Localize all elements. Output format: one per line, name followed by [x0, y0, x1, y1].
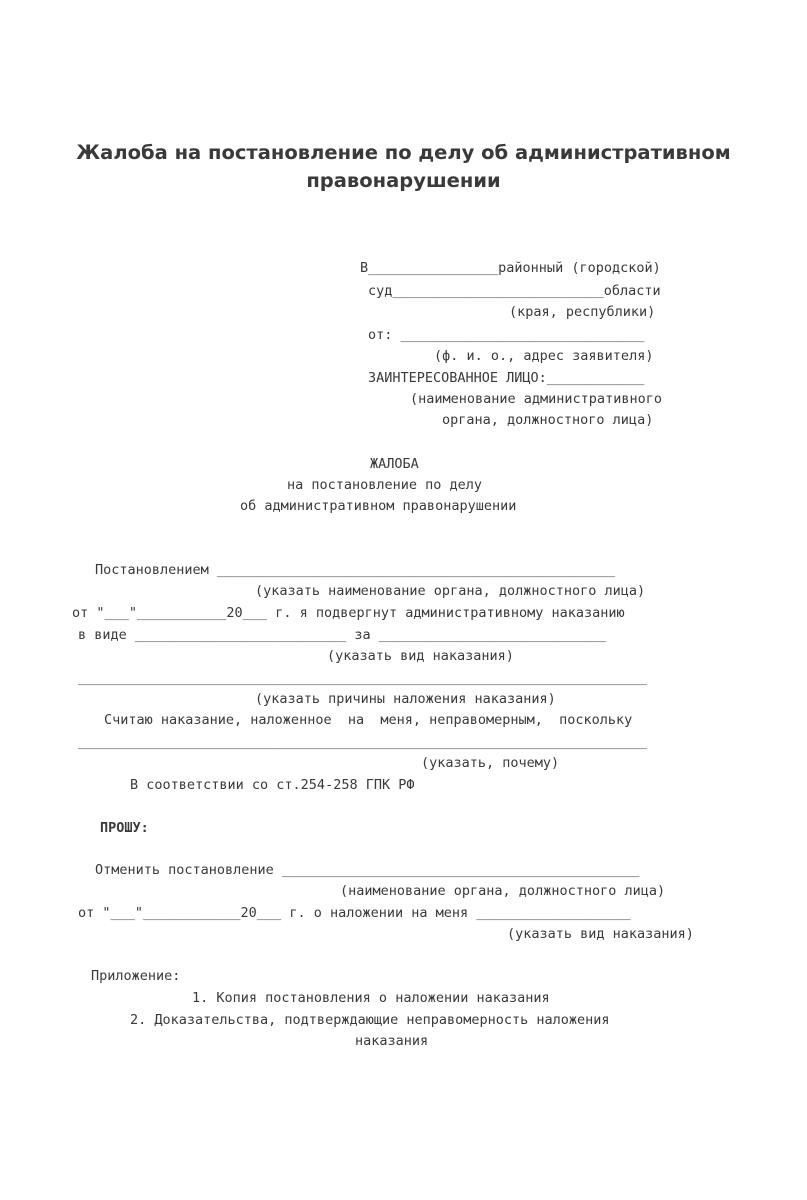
heading-line1: ЖАЛОБА — [370, 456, 419, 472]
request-line4: (указать вид наказания) — [507, 926, 694, 942]
body-line11: В соответствии со ст.254-258 ГПК РФ — [130, 777, 415, 793]
attachment-item-2: 2. Доказательства, подтверждающие неправомерность наложения — [130, 1012, 610, 1028]
request-label: ПРОШУ: — [100, 820, 149, 836]
body-line10: (указать, почему) — [421, 755, 560, 771]
document-title-line1: Жалоба на постановление по делу об административном — [76, 141, 731, 164]
addressee-from-hint: (ф. и. о., адрес заявителя) — [434, 348, 654, 364]
body-line7: (указать причины наложения наказания) — [255, 691, 556, 707]
addressee-from-line: от: ______________________________ — [368, 327, 645, 343]
body-line4: в виде __________________________ за ____________________________ — [78, 627, 607, 643]
addressee-region-hint: (края, республики) — [509, 304, 656, 320]
body-line1: Постановлением _________________________________________________ — [95, 562, 616, 578]
addressee-court-line: В________________районный (городской) — [360, 260, 661, 276]
request-line2: (наименование органа, должностного лица) — [340, 883, 666, 899]
attachment-item-1: 1. Копия постановления о наложении наказания — [192, 990, 550, 1006]
body-line3: от "___"___________20___ г. я подвергнут административному наказанию — [72, 605, 625, 621]
addressee-interested-line: ЗАИНТЕРЕСОВАННОЕ ЛИЦО:____________ — [368, 370, 645, 386]
request-line3: от "___"____________20___ г. о наложении на меня ___________________ — [78, 905, 631, 921]
document-title-line2: правонарушении — [306, 169, 501, 192]
body-line9: ______________________________________________________________________ — [78, 734, 647, 750]
attachments-label: Приложение: — [91, 968, 181, 984]
body-line6: ______________________________________________________________________ — [78, 670, 647, 686]
attachment-item-2-continued: наказания — [355, 1033, 429, 1049]
body-line8: Считаю наказание, наложенное на меня, неправомерным, поскольку — [104, 712, 633, 728]
addressee-interested-hint1: (наименование административного — [410, 391, 662, 407]
addressee-region-line: суд__________________________области — [368, 283, 661, 299]
body-line5: (указать вид наказания) — [327, 648, 514, 664]
addressee-interested-hint2: органа, должностного лица) — [442, 412, 654, 428]
heading-line3: об административном правонарушении — [240, 498, 517, 514]
heading-line2: на постановление по делу — [287, 477, 483, 493]
body-line2: (указать наименование органа, должностного лица) — [255, 583, 646, 599]
request-line1: Отменить постановление ____________________________________________ — [95, 862, 640, 878]
